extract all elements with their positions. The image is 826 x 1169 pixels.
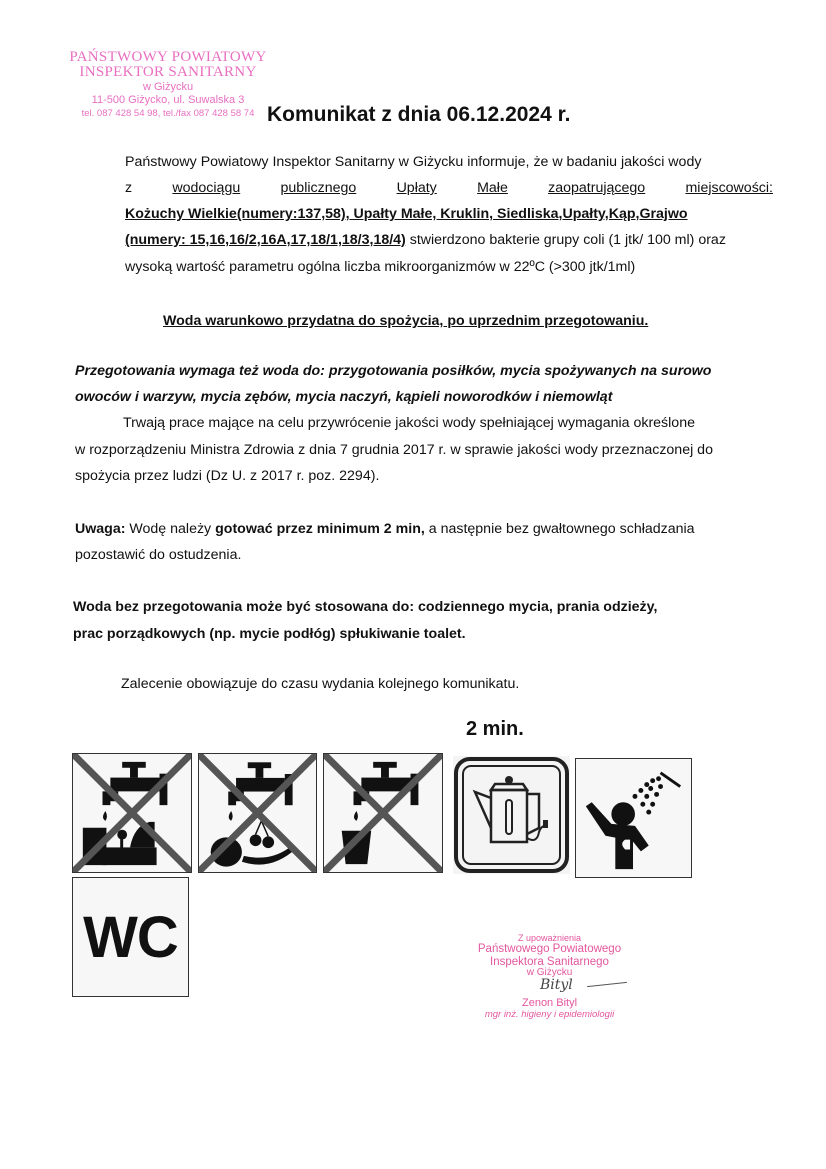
signature-scribble: Bityl xyxy=(540,977,573,994)
no-boil-line-2: prac porządkowych (np. mycie podłóg) spłukiwanie toalet. xyxy=(73,626,466,642)
shower-icon xyxy=(575,758,692,878)
works-line-1: Trwają prace mające na celu przywrócenie jakości wody spełniającej wymagania określone xyxy=(123,415,695,431)
boil-time-label: 2 min. xyxy=(466,718,524,740)
boil-required-line-1: Przegotowania wymaga też woda do: przygotowania posiłków, mycia spożywanych na surowo xyxy=(75,363,712,379)
intro-word: publicznego xyxy=(280,180,357,196)
handwritten-signature xyxy=(462,978,637,998)
boil-duration: gotować przez minimum 2 min, xyxy=(215,521,425,537)
intro-line-1: Państwowy Powiatowy Inspektor Sanitarny w Giżycku informuje, że w badaniu jakości wody xyxy=(125,154,702,170)
sig-line-3: Inspektora Sanitarnego xyxy=(490,955,609,968)
warning-line-2: pozostawić do ostudzenia. xyxy=(75,547,242,563)
wc-icon xyxy=(72,877,189,997)
works-line-3: spożycia przez ludzi (Dz U. z 2017 r. poz. 2294). xyxy=(75,468,380,484)
sig-line-2: Państwowego Powiatowego xyxy=(477,943,622,956)
stamp-line-2: INSPEKTOR SANITARNY xyxy=(79,64,257,80)
stamp-line-5: tel. 087 428 54 98, tel./fax 087 428 58 74 xyxy=(81,108,255,119)
boil-required-line-2: owoców i warzyw, mycia zębów, mycia naczyń, kąpieli noworodków i niemowląt xyxy=(75,389,613,405)
no-tap-water-drinking-icon xyxy=(323,753,443,873)
intro-word: Upłaty xyxy=(396,180,437,196)
intro-line-4 xyxy=(125,233,726,247)
warning-line-1 xyxy=(75,522,695,536)
no-tap-water-fruit-icon xyxy=(198,753,317,873)
headline: Woda warunkowo przydatna do spożycia, po uprzednim przegotowaniu. xyxy=(163,313,649,329)
no-boil-line-1: Woda bez przegotowania może być stosowana do: codziennego mycia, prania odzieży, xyxy=(73,599,658,615)
sig-line-1: Z upoważnienia xyxy=(517,933,582,943)
sig-name: Zenon Bityl xyxy=(521,997,578,1010)
no-tap-water-dishes-icon xyxy=(72,753,192,873)
kettle-boil-icon xyxy=(453,756,570,874)
page-title: Komunikat z dnia 06.12.2024 r. xyxy=(267,103,571,126)
sig-title: mgr inż. higieny i epidemiologii xyxy=(484,1008,615,1020)
validity-note: Zalecenie obowiązuje do czasu wydania kolejnego komunikatu. xyxy=(121,676,520,692)
sig-line-4: w Giżycku xyxy=(526,966,573,978)
intro-localities: Kożuchy Wielkie(numery:137,58), Upałty Małe, Kruklin, Siedliska,Upałty,Kąp,Grajwo xyxy=(125,206,688,222)
works-line-2: w rozporządzeniu Ministra Zdrowia z dnia 7 grudnia 2017 r. w sprawie jakości wody przeznaczonej do xyxy=(75,442,713,458)
signature-stroke xyxy=(587,982,627,987)
intro-word: zaopatrującego xyxy=(548,180,646,196)
stamp-line-3: w Giżycku xyxy=(142,81,194,93)
intro-word: z xyxy=(125,180,133,196)
coli-finding: stwierdzono bakterie grupy coli (1 jtk/ 100 ml) oraz xyxy=(405,232,726,248)
warning-label: Uwaga: xyxy=(75,521,126,537)
warning-text: a następnie bez gwałtownego schładzania xyxy=(424,521,695,537)
intro-line-2 xyxy=(125,181,773,195)
inspector-stamp xyxy=(58,50,278,119)
intro-line-5: wysoką wartość parametru ogólna liczba mikroorganizmów w 22ºC (>300 jtk/1ml) xyxy=(125,259,636,275)
wc-label: WC xyxy=(83,904,178,970)
signature-stamp xyxy=(462,934,637,1020)
intro-word: wodociągu xyxy=(172,180,241,196)
house-numbers: (numery: 15,16,16/2,16A,17,18/1,18/3,18/4) xyxy=(125,232,406,248)
warning-text: Wodę należy xyxy=(125,521,216,537)
stamp-line-1: PAŃSTWOWY POWIATOWY xyxy=(69,49,267,65)
intro-word: miejscowości: xyxy=(685,180,773,196)
intro-word: Małe xyxy=(477,180,508,196)
stamp-line-4: 11-500 Giżycko, ul. Suwalska 3 xyxy=(91,94,245,106)
